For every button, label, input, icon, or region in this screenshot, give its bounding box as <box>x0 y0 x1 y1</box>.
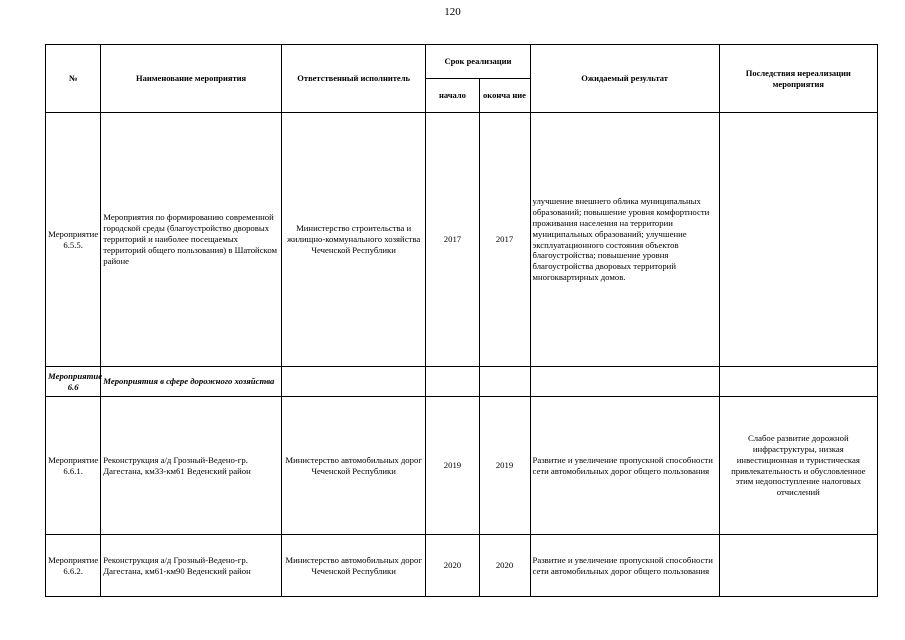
header-num: № <box>46 45 101 113</box>
row-end: 2017 <box>479 113 530 367</box>
row-executor: Министерство автомобильных дорог Чеченской Республики <box>281 397 426 535</box>
row-result: Развитие и увеличение пропускной способности сети автомобильных дорог общего пользования <box>530 397 719 535</box>
row-end <box>479 367 530 397</box>
row-consequences: Слабое развитие дорожной инфраструктуры, низкая инвестиционная и туристическая привлекательность и обусловленное этим недопоступление налоговых отчислений <box>719 397 877 535</box>
row-start: 2019 <box>426 397 479 535</box>
row-num: Мероприятие 6.6.2. <box>46 535 101 597</box>
header-executor: Ответственный исполнитель <box>281 45 426 113</box>
header-consequences: Последствия нереализации мероприятия <box>719 45 877 113</box>
row-name: Реконструкция а/д Грозный-Ведено-гр. Дагестана, км61-км90 Веденский район <box>101 535 282 597</box>
header-result: Ожидаемый результат <box>530 45 719 113</box>
row-num: Мероприятие 6.6.1. <box>46 397 101 535</box>
row-result: улучшение внешнего облика муниципальных образований; повышение уровня комфортности проживания населения на территории муниципальных образований; улучшение эксплуатационного состояния объектов благоустройства; повышение уровня благоустройства дворовых территорий многоквартирных домов. <box>530 113 719 367</box>
header-row <box>46 45 878 79</box>
row-result <box>530 367 719 397</box>
row-end: 2020 <box>479 535 530 597</box>
table-row <box>46 397 878 535</box>
header-end: оконча ние <box>479 79 530 113</box>
header-start: начало <box>426 79 479 113</box>
row-name: Мероприятия в сфере дорожного хозяйства <box>101 367 282 397</box>
row-name: Реконструкция а/д Грозный-Ведено-гр. Дагестана, км33-км61 Веденский район <box>101 397 282 535</box>
row-consequences <box>719 367 877 397</box>
row-num: Мероприятие 6.6 <box>46 367 101 397</box>
row-consequences <box>719 113 877 367</box>
header-term: Срок реализации <box>426 45 530 79</box>
row-start: 2017 <box>426 113 479 367</box>
row-executor: Министерство строительства и жилищно-коммунального хозяйства Чеченской Республики <box>281 113 426 367</box>
page-number: 120 <box>444 6 461 18</box>
row-consequences <box>719 535 877 597</box>
table-row <box>46 113 878 367</box>
row-start <box>426 367 479 397</box>
row-executor <box>281 367 426 397</box>
row-end: 2019 <box>479 397 530 535</box>
header-name: Наименование мероприятия <box>101 45 282 113</box>
row-executor: Министерство автомобильных дорог Чеченской Республики <box>281 535 426 597</box>
measures-table <box>45 44 878 597</box>
row-start: 2020 <box>426 535 479 597</box>
row-num: Мероприятие 6.5.5. <box>46 113 101 367</box>
row-result: Развитие и увеличение пропускной способности сети автомобильных дорог общего пользования <box>530 535 719 597</box>
table-row-section <box>46 367 878 397</box>
table-row <box>46 535 878 597</box>
row-name: Мероприятия по формированию современной городской среды (благоустройство дворовых территорий и наиболее посещаемых территорий общего пользования) в Шатойском районе <box>101 113 282 367</box>
